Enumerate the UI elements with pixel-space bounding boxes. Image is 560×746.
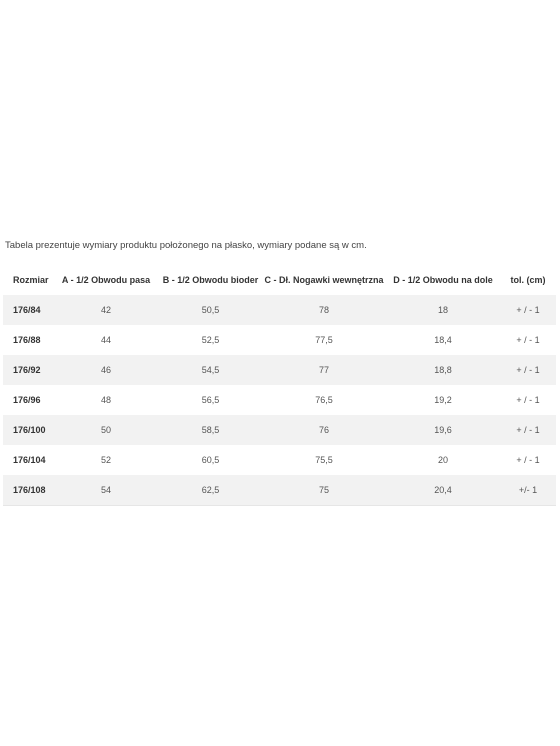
header-tolerance: tol. (cm) [500, 265, 556, 295]
table-row [3, 325, 556, 355]
table-row [3, 415, 556, 445]
cell-size: 176/92 [3, 355, 53, 385]
cell-tolerance: +/- 1 [500, 475, 556, 506]
cell-leg-opening: 19,2 [386, 385, 500, 415]
table-row [3, 295, 556, 325]
cell-hips: 54,5 [159, 355, 262, 385]
header-inseam: C - Dł. Nogawki wewnętrzna [262, 265, 386, 295]
cell-hips: 50,5 [159, 295, 262, 325]
cell-size: 176/108 [3, 475, 53, 506]
cell-waist: 50 [53, 415, 159, 445]
cell-waist: 52 [53, 445, 159, 475]
cell-inseam: 77,5 [262, 325, 386, 355]
cell-waist: 54 [53, 475, 159, 506]
cell-waist: 44 [53, 325, 159, 355]
cell-inseam: 78 [262, 295, 386, 325]
header-waist: A - 1/2 Obwodu pasa [53, 265, 159, 295]
table-caption: Tabela prezentuje wymiary produktu położonego na płasko, wymiary podane są w cm. [5, 240, 367, 251]
cell-tolerance: + / - 1 [500, 415, 556, 445]
cell-size: 176/104 [3, 445, 53, 475]
table-row [3, 445, 556, 475]
cell-size: 176/100 [3, 415, 53, 445]
cell-tolerance: + / - 1 [500, 355, 556, 385]
cell-tolerance: + / - 1 [500, 325, 556, 355]
cell-inseam: 76 [262, 415, 386, 445]
cell-size: 176/88 [3, 325, 53, 355]
cell-leg-opening: 20 [386, 445, 500, 475]
header-leg-opening: D - 1/2 Obwodu na dole [386, 265, 500, 295]
cell-tolerance: + / - 1 [500, 385, 556, 415]
cell-leg-opening: 20,4 [386, 475, 500, 506]
cell-tolerance: + / - 1 [500, 445, 556, 475]
cell-inseam: 75,5 [262, 445, 386, 475]
cell-waist: 42 [53, 295, 159, 325]
cell-leg-opening: 18,4 [386, 325, 500, 355]
cell-hips: 52,5 [159, 325, 262, 355]
table-row [3, 355, 556, 385]
cell-hips: 62,5 [159, 475, 262, 506]
cell-waist: 48 [53, 385, 159, 415]
cell-leg-opening: 19,6 [386, 415, 500, 445]
cell-inseam: 75 [262, 475, 386, 506]
cell-leg-opening: 18 [386, 295, 500, 325]
cell-hips: 56,5 [159, 385, 262, 415]
table-header-row [3, 265, 556, 295]
cell-size: 176/96 [3, 385, 53, 415]
cell-leg-opening: 18,8 [386, 355, 500, 385]
cell-inseam: 77 [262, 355, 386, 385]
header-hips: B - 1/2 Obwodu bioder [159, 265, 262, 295]
cell-size: 176/84 [3, 295, 53, 325]
table-row [3, 385, 556, 415]
cell-inseam: 76,5 [262, 385, 386, 415]
cell-hips: 58,5 [159, 415, 262, 445]
header-size: Rozmiar [3, 265, 53, 295]
cell-waist: 46 [53, 355, 159, 385]
cell-tolerance: + / - 1 [500, 295, 556, 325]
size-table [3, 265, 556, 506]
table-row [3, 475, 556, 506]
cell-hips: 60,5 [159, 445, 262, 475]
